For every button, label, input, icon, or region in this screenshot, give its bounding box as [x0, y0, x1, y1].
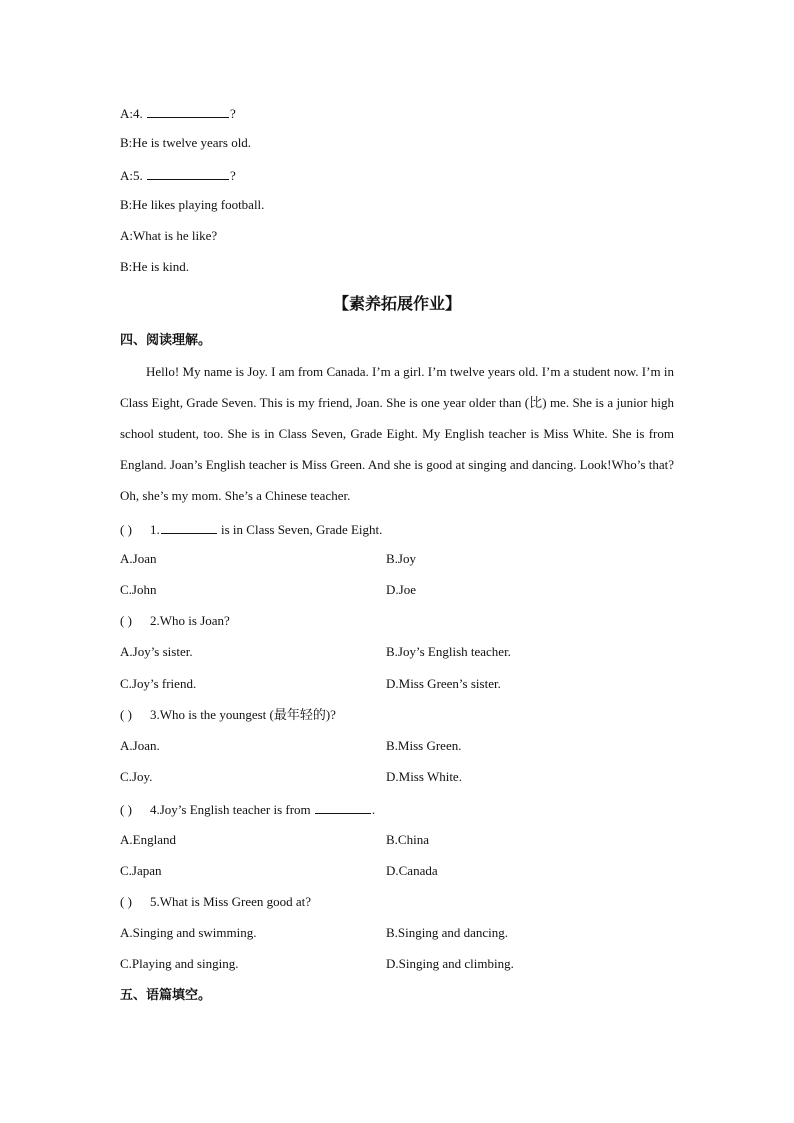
- answer-parentheses[interactable]: ( ): [120, 894, 132, 909]
- answer-blank[interactable]: [147, 104, 229, 118]
- question-2: [120, 613, 230, 629]
- option-1d[interactable]: D.Joe: [386, 582, 416, 597]
- dialogue-line-3: [120, 166, 236, 184]
- section-four-title: 四、阅读理解。: [120, 333, 212, 348]
- option-4c[interactable]: C.Japan: [120, 863, 162, 878]
- question-text: 2.Who is Joan?: [150, 613, 230, 628]
- question-text: 4.Joy’s English teacher is from: [150, 802, 314, 817]
- answer-parentheses[interactable]: ( ): [120, 613, 132, 628]
- dialogue-prefix: A:4.: [120, 106, 146, 121]
- option-2c[interactable]: C.Joy’s friend.: [120, 676, 197, 691]
- option-3a[interactable]: A.Joan.: [120, 738, 160, 753]
- answer-blank[interactable]: [161, 520, 217, 534]
- question-5: [120, 894, 311, 910]
- answer-blank[interactable]: [315, 800, 371, 814]
- dialogue-line-5: A:What is he like?: [120, 228, 218, 243]
- question-text-end: is in Class Seven, Grade Eight.: [217, 522, 383, 537]
- dialogue-suffix: ?: [230, 106, 236, 121]
- question-text: 3.Who is the youngest (最年轻的)?: [150, 707, 336, 722]
- question-4: [120, 800, 375, 818]
- dialogue-line-2: B:He is twelve years old.: [120, 135, 252, 150]
- answer-parentheses[interactable]: ( ): [120, 707, 132, 722]
- question-1: [120, 520, 382, 538]
- dialogue-suffix: ?: [230, 168, 236, 183]
- option-3d[interactable]: D.Miss White.: [386, 769, 462, 784]
- question-text-end: .: [371, 802, 376, 817]
- option-2a[interactable]: A.Joy’s sister.: [120, 644, 193, 659]
- option-2d[interactable]: D.Miss Green’s sister.: [386, 676, 501, 691]
- option-3c[interactable]: C.Joy.: [120, 769, 153, 784]
- option-4a[interactable]: A.England: [120, 832, 176, 847]
- answer-parentheses[interactable]: ( ): [120, 522, 132, 537]
- answer-parentheses[interactable]: ( ): [120, 802, 132, 817]
- dialogue-line-1: [120, 104, 236, 122]
- option-5b[interactable]: B.Singing and dancing.: [386, 925, 509, 940]
- section-heading: 【素养拓展作业】: [332, 294, 461, 313]
- reading-passage: Hello! My name is Joy. I am from Canada. I’m a girl. I’m twelve years old. I’m a student now. I’m in Class Eight, Grade Seven. This is my friend, Joan. She is one year older than (比) me. She is a junior high school student, too. She is in Class Seven, Grade Eight. My English teacher is Miss White. She is from England. Joan’s English teacher is Miss Green. And she is good at singing and dancing. Look!Who’s that? Oh, she’s my mom. She’s a Chinese teacher.: [120, 364, 674, 503]
- option-1c[interactable]: C.John: [120, 582, 157, 597]
- option-5a[interactable]: A.Singing and swimming.: [120, 925, 257, 940]
- answer-blank[interactable]: [147, 166, 229, 180]
- question-text: 1.: [150, 522, 160, 537]
- option-5c[interactable]: C.Playing and singing.: [120, 956, 239, 971]
- dialogue-line-4: B:He likes playing football.: [120, 197, 265, 212]
- option-4b[interactable]: B.China: [386, 832, 429, 847]
- option-3b[interactable]: B.Miss Green.: [386, 738, 462, 753]
- question-text: 5.What is Miss Green good at?: [150, 894, 312, 909]
- dialogue-prefix: A:5.: [120, 168, 146, 183]
- option-1a[interactable]: A.Joan: [120, 551, 157, 566]
- option-4d[interactable]: D.Canada: [386, 863, 438, 878]
- option-1b[interactable]: B.Joy: [386, 551, 416, 566]
- question-3: [120, 707, 336, 723]
- dialogue-line-6: B:He is kind.: [120, 259, 189, 274]
- section-five-title: 五、语篇填空。: [120, 988, 212, 1003]
- option-2b[interactable]: B.Joy’s English teacher.: [386, 644, 511, 659]
- option-5d[interactable]: D.Singing and climbing.: [386, 956, 514, 971]
